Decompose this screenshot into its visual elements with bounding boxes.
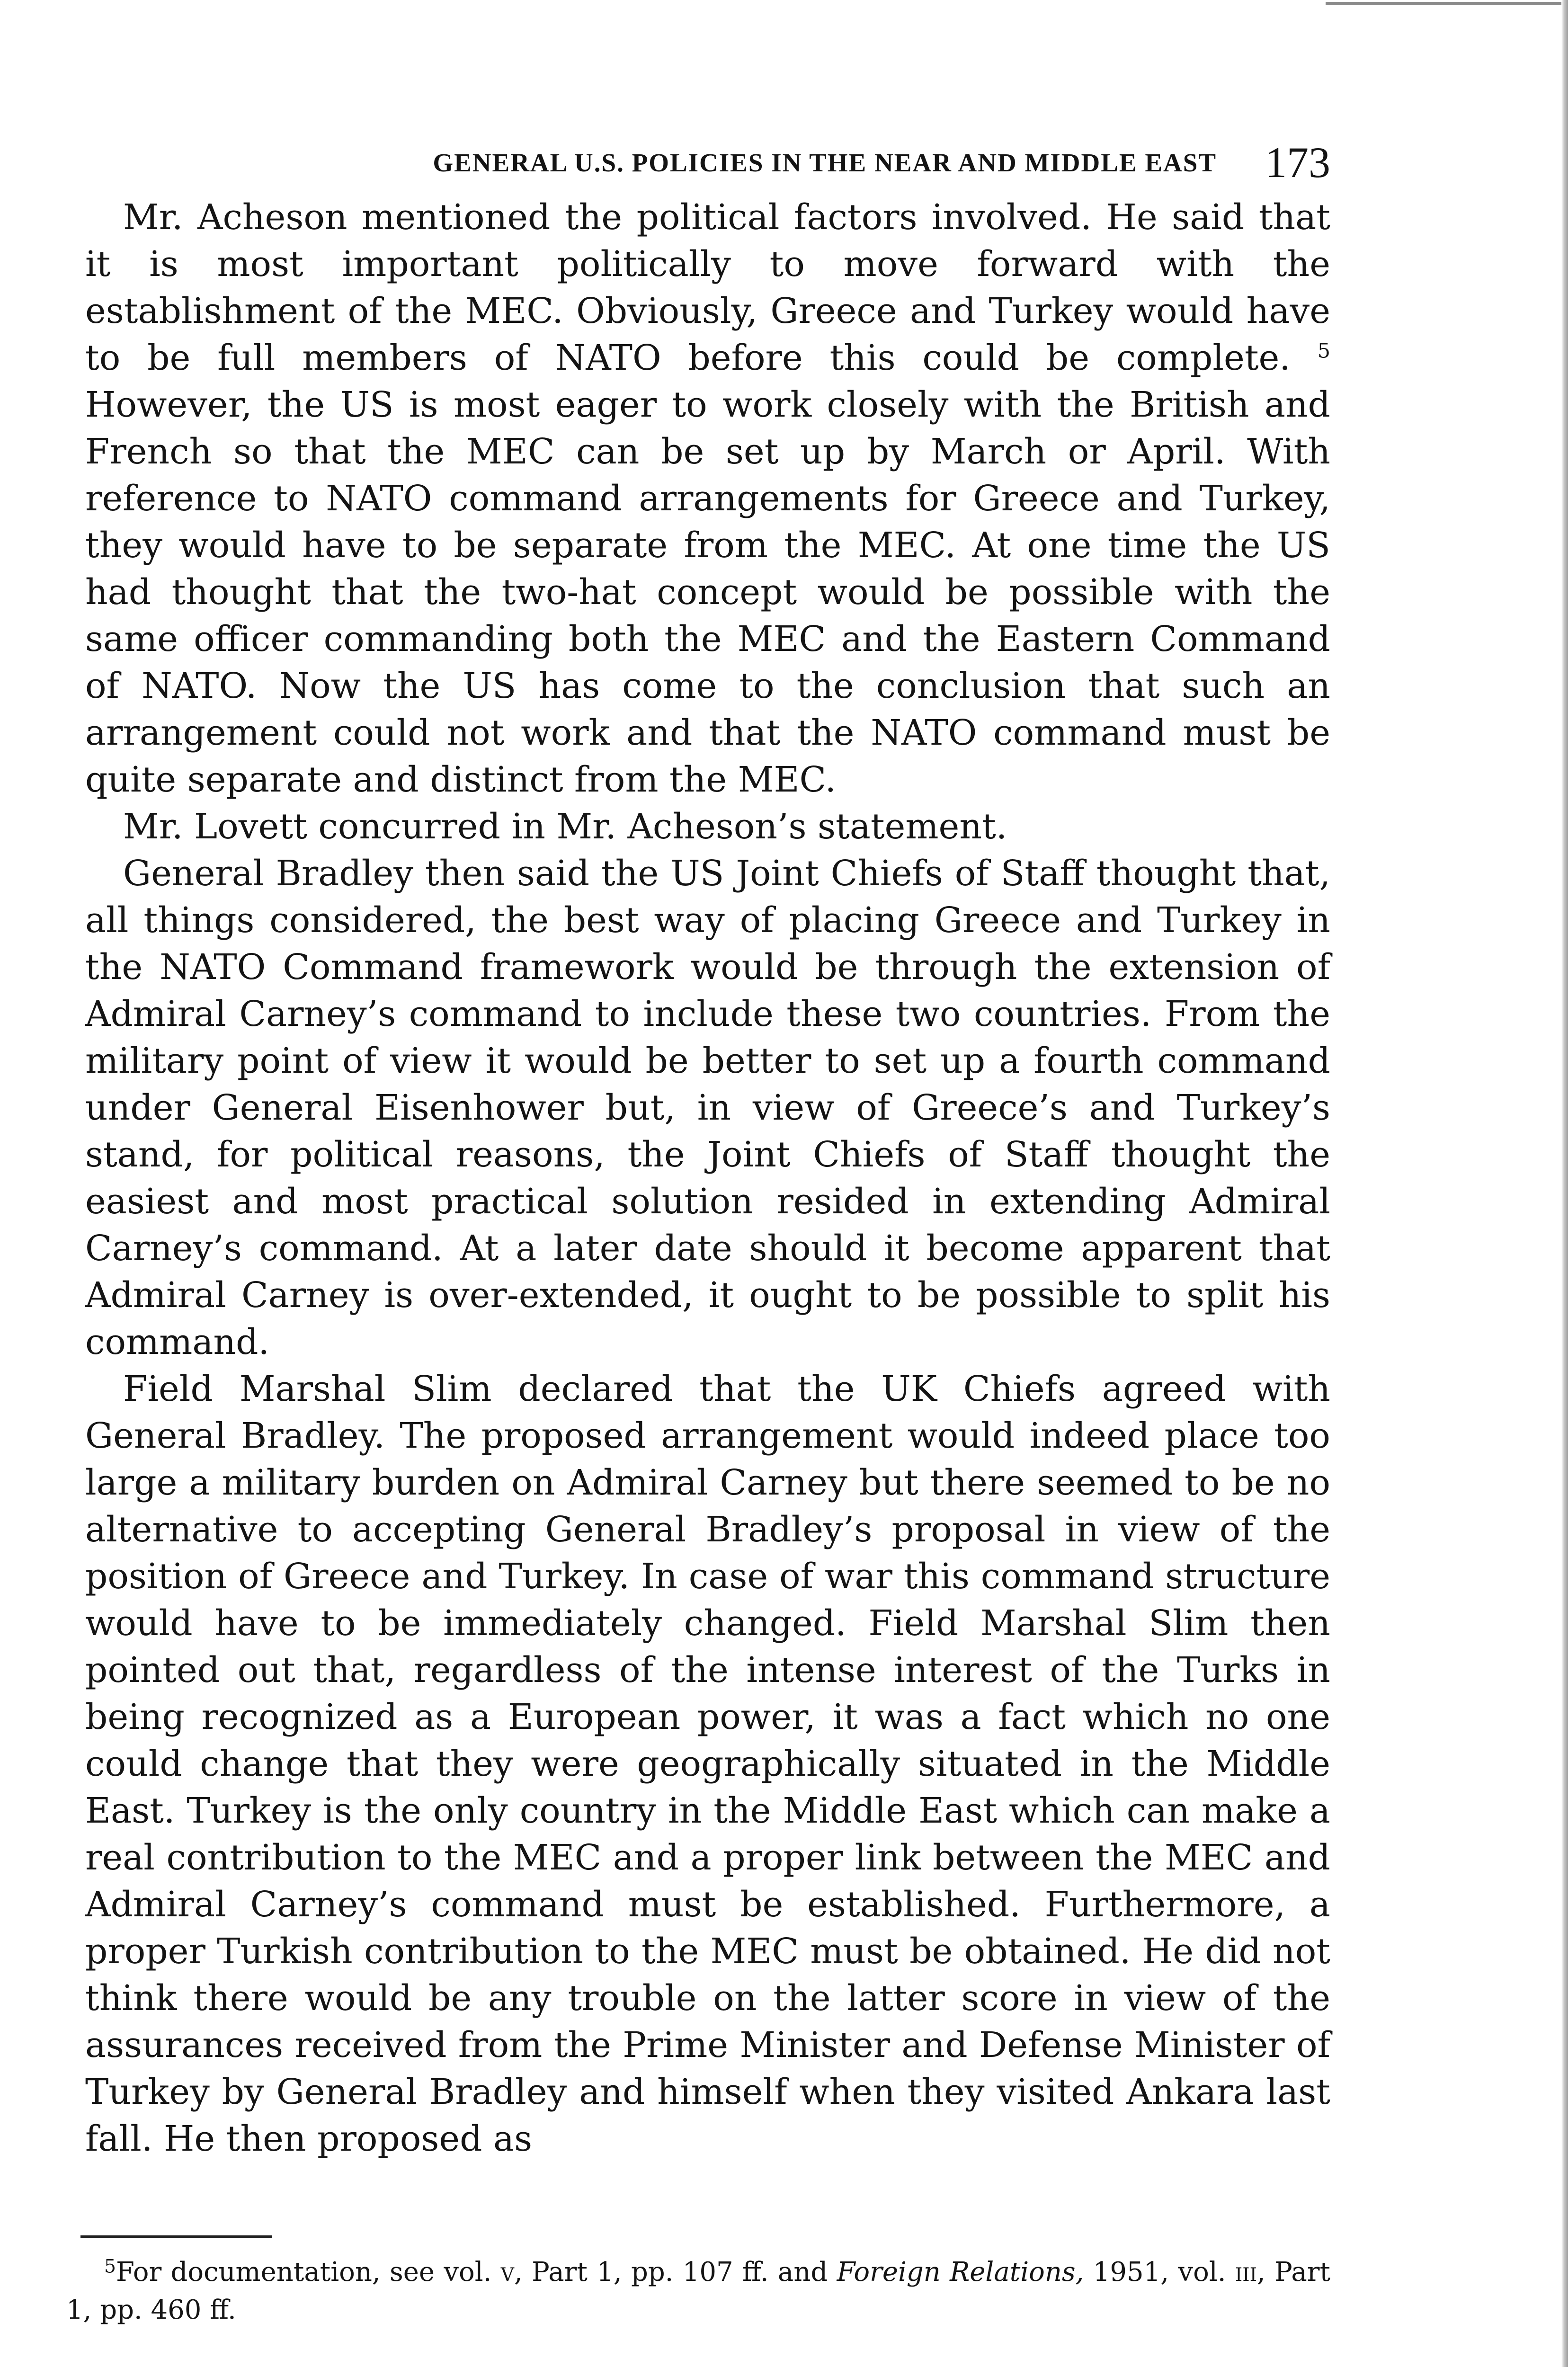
running-title: GENERAL U.S. POLICIES IN THE NEAR AND MIDDLE EAST [433, 148, 1217, 177]
page-edge-shadow [1561, 0, 1568, 2367]
top-edge-rule [1326, 2, 1568, 5]
footnote-fragment: , Part 1, pp. 107 ff. and [514, 2257, 837, 2287]
footnote-marker: 5 [104, 2256, 116, 2278]
body-text [85, 194, 1330, 2162]
paragraph-text: Mr. Acheson mentioned the political factors involved. He said that it is most important politically to move forward with the establishment of the MEC. Obviously, Greece and Turkey would have to be full members of NATO before this could be complete. [85, 197, 1330, 378]
footnote-fragment: 1951, vol. [1084, 2257, 1235, 2287]
footnote-reference: 5 [1317, 339, 1330, 363]
footnote-divider [80, 2235, 272, 2238]
footnote-fragment: , Part 1, pp. 460 ff. [66, 2257, 1330, 2325]
paragraph-acheson [85, 194, 1330, 803]
footnote-volume: iii [1235, 2257, 1257, 2287]
footnote-text [66, 2253, 1330, 2329]
footnote-title: Foreign Relations, [837, 2257, 1084, 2287]
footnote [66, 2253, 1330, 2329]
running-head [85, 137, 1330, 194]
document-page [85, 137, 1330, 2162]
paragraph-slim: Field Marshal Slim declared that the UK Chiefs agreed with General Bradley. The proposed arrangement would indeed place too large a military burden on Admiral Carney but there seemed to be no alternative to accepting General Bradley’s proposal in view of the position of Greece and Turkey. In case of war this command structure would have to be immediately changed. Field Marshal Slim then pointed out that, regardless of the intense interest of the Turks in being recognized as a European power, it was a fact which no one could change that they were geographically situated in the Middle East. Turkey is the only country in the Middle East which can make a real contribution to the MEC and a proper link between the MEC and Admiral Carney’s command must be established. Furthermore, a proper Turkish contribution to the MEC must be obtained. He did not think there would be any trouble on the latter score in view of the assurances received from the Prime Minister and Defense Minister of Turkey by General Bradley and himself when they visited Ankara last fall. He then proposed as [85, 1369, 1330, 2159]
paragraph-lovett: Mr. Lovett concurred in Mr. Acheson’s statement. [123, 806, 1007, 847]
footnote-volume: v [500, 2257, 514, 2287]
paragraph-text: However, the US is most eager to work closely with the British and French so that the MEC can be set up by March or April. With reference to NATO command arrangements for Greece and Turkey, they would have to be separate from the MEC. At one time the US had thought that the two-hat concept would be possible with the same officer commanding both the MEC and the Eastern Command of NATO. Now the US has come to the conclusion that such an arrangement could not work and that the NATO command must be quite separate and distinct from the MEC. [85, 384, 1330, 800]
footnote-fragment: For documentation, see vol. [116, 2257, 501, 2287]
paragraph-bradley: General Bradley then said the US Joint Chiefs of Staff thought that, all things considered, the best way of placing Greece and Turkey in the NATO Command framework would be through the extension of Admiral Carney’s command to include these two countries. From the military point of view it would be better to set up a fourth command under General Eisenhower but, in view of Greece’s and Turkey’s stand, for political reasons, the Joint Chiefs of Staff thought the easiest and most practical solution resided in extending Admiral Carney’s command. At a later date should it become apparent that Admiral Carney is over-extended, it ought to be possible to split his command. [85, 853, 1330, 1362]
page-number: 173 [1265, 138, 1330, 187]
